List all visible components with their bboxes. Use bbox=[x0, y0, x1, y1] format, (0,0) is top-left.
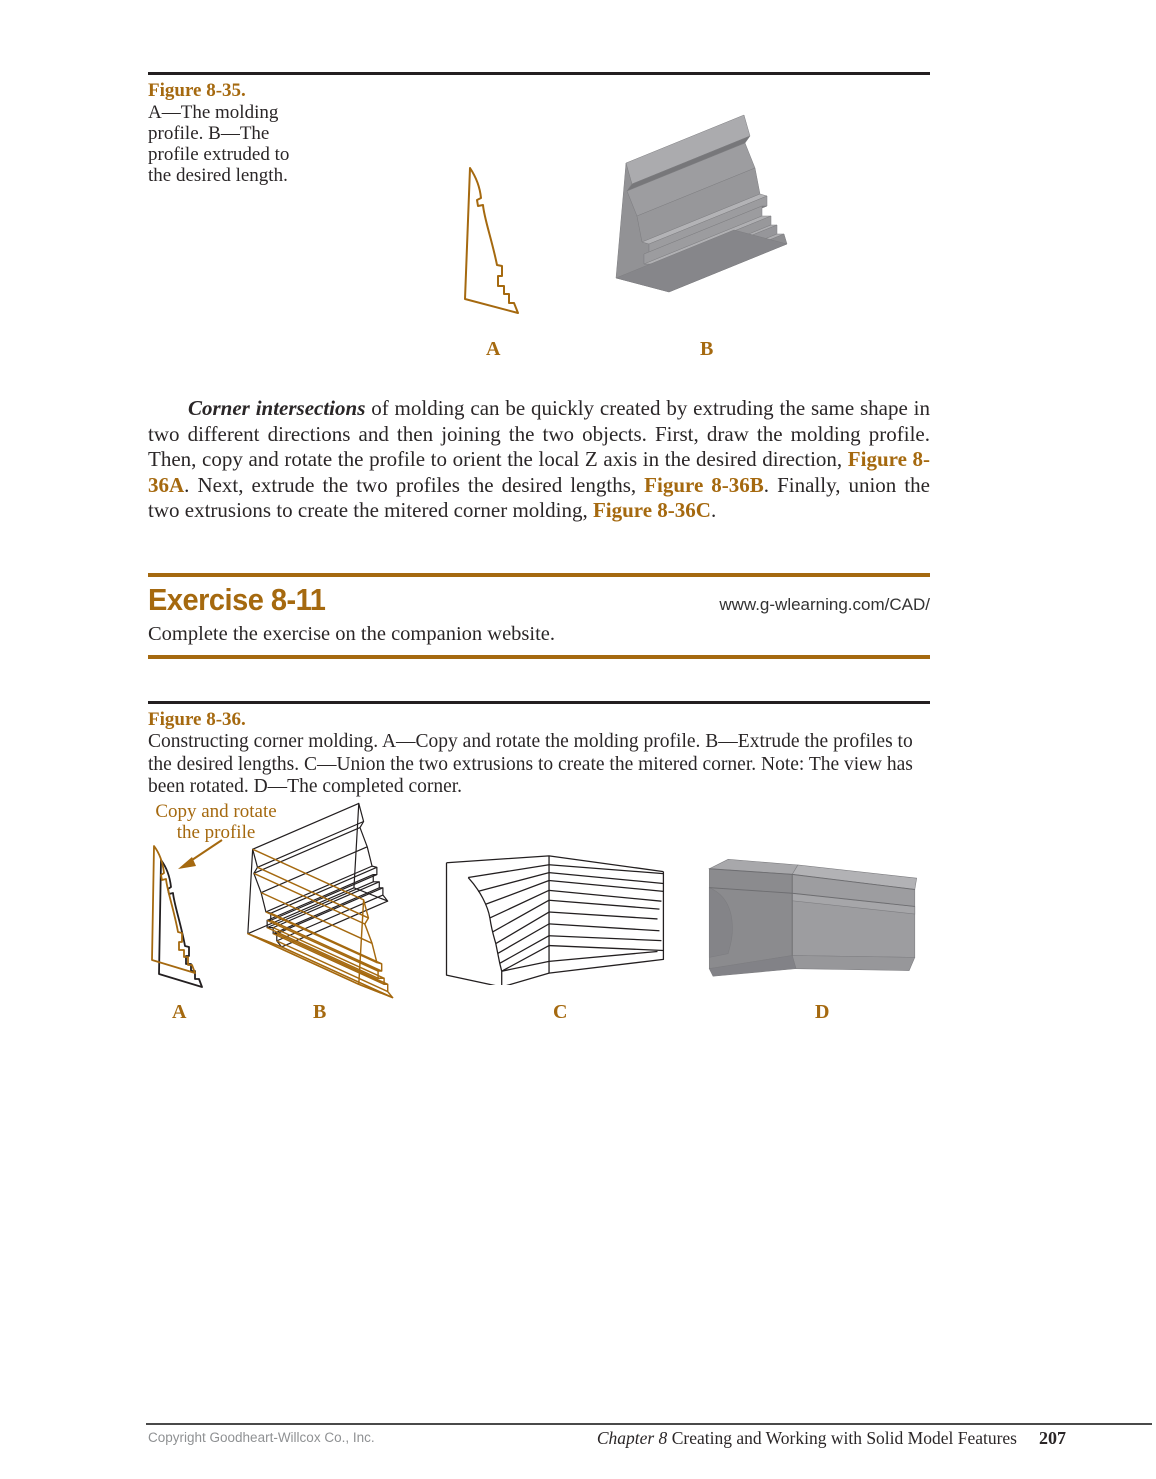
footer-copyright: Copyright Goodheart-Willcox Co., Inc. bbox=[148, 1430, 375, 1445]
molding-profile-drawing bbox=[462, 160, 524, 332]
paragraph-text-3: . Finally, union the two extrusions to create the mitered corner molding, bbox=[148, 472, 930, 522]
figure-8-36-label-a: A bbox=[172, 1001, 187, 1023]
exercise-url: www.g-wlearning.com/CAD/ bbox=[719, 595, 930, 614]
paragraph-text-1: of molding can be quickly created by extruding the same shape in two different directions and then joining the two objects. First, draw the molding profile. Then, copy and rotate the profile to orient the local Z axis in the desired direction, bbox=[148, 396, 930, 471]
figure-8-36-label-d: D bbox=[815, 1001, 830, 1023]
exercise-bottom-rule bbox=[148, 655, 930, 659]
exercise-instruction: Complete the exercise on the companion website. bbox=[148, 623, 556, 645]
figure-8-36-label-c: C bbox=[553, 1001, 568, 1023]
figure-8-35-label-a: A bbox=[486, 338, 501, 360]
wireframe-corner-drawing bbox=[438, 845, 666, 985]
figure-8-35-label-b: B bbox=[700, 338, 714, 360]
figure-ref-36c: Figure 8-36C bbox=[592, 498, 711, 522]
wireframe-extrusions-drawing bbox=[238, 801, 406, 1006]
footer-chapter-label: Chapter 8 bbox=[596, 1428, 668, 1448]
annotation-line-2: the profile bbox=[176, 822, 256, 843]
figure-8-35-caption: A—The molding profile. B—The profile extruded to the desired length. bbox=[148, 102, 290, 186]
footer-rule bbox=[146, 1423, 1152, 1425]
exercise-top-rule bbox=[148, 573, 930, 577]
footer-chapter-title: Creating and Working with Solid Model Features bbox=[667, 1428, 1017, 1448]
lead-term: Corner intersections bbox=[188, 396, 366, 420]
figure-8-35-title: Figure 8-35. bbox=[148, 80, 246, 101]
figure-8-36-caption: Constructing corner molding. A—Copy and rotate the molding profile. B—Extrude the profiles to the desired lengths. C—Union the two extrusions to create the mitered corner. Note: The view has been rotated. D—The completed corner. bbox=[148, 731, 913, 797]
figure-8-36-top-rule bbox=[148, 701, 930, 704]
figure-8-35-top-rule bbox=[148, 72, 930, 75]
figure-8-36-title: Figure 8-36. bbox=[148, 709, 246, 730]
paragraph-text-2: . Next, extrude the two profiles the desired lengths, bbox=[184, 472, 645, 497]
figure-ref-36b: Figure 8-36B bbox=[644, 472, 764, 497]
solid-corner-render bbox=[700, 848, 925, 980]
annotation-line-1: Copy and rotate bbox=[155, 801, 277, 822]
extruded-molding-render bbox=[588, 85, 803, 335]
exercise-title: Exercise 8-11 bbox=[148, 584, 326, 618]
footer-chapter-info bbox=[597, 1428, 1066, 1449]
body-paragraph bbox=[148, 396, 930, 524]
figure-8-36-label-b: B bbox=[313, 1001, 327, 1023]
rotated-profiles-drawing bbox=[148, 840, 206, 1002]
page-number: 207 bbox=[1039, 1428, 1066, 1448]
figure-ref-36a: Figure 8-36A bbox=[148, 447, 930, 497]
paragraph-text-4: . bbox=[710, 498, 717, 522]
